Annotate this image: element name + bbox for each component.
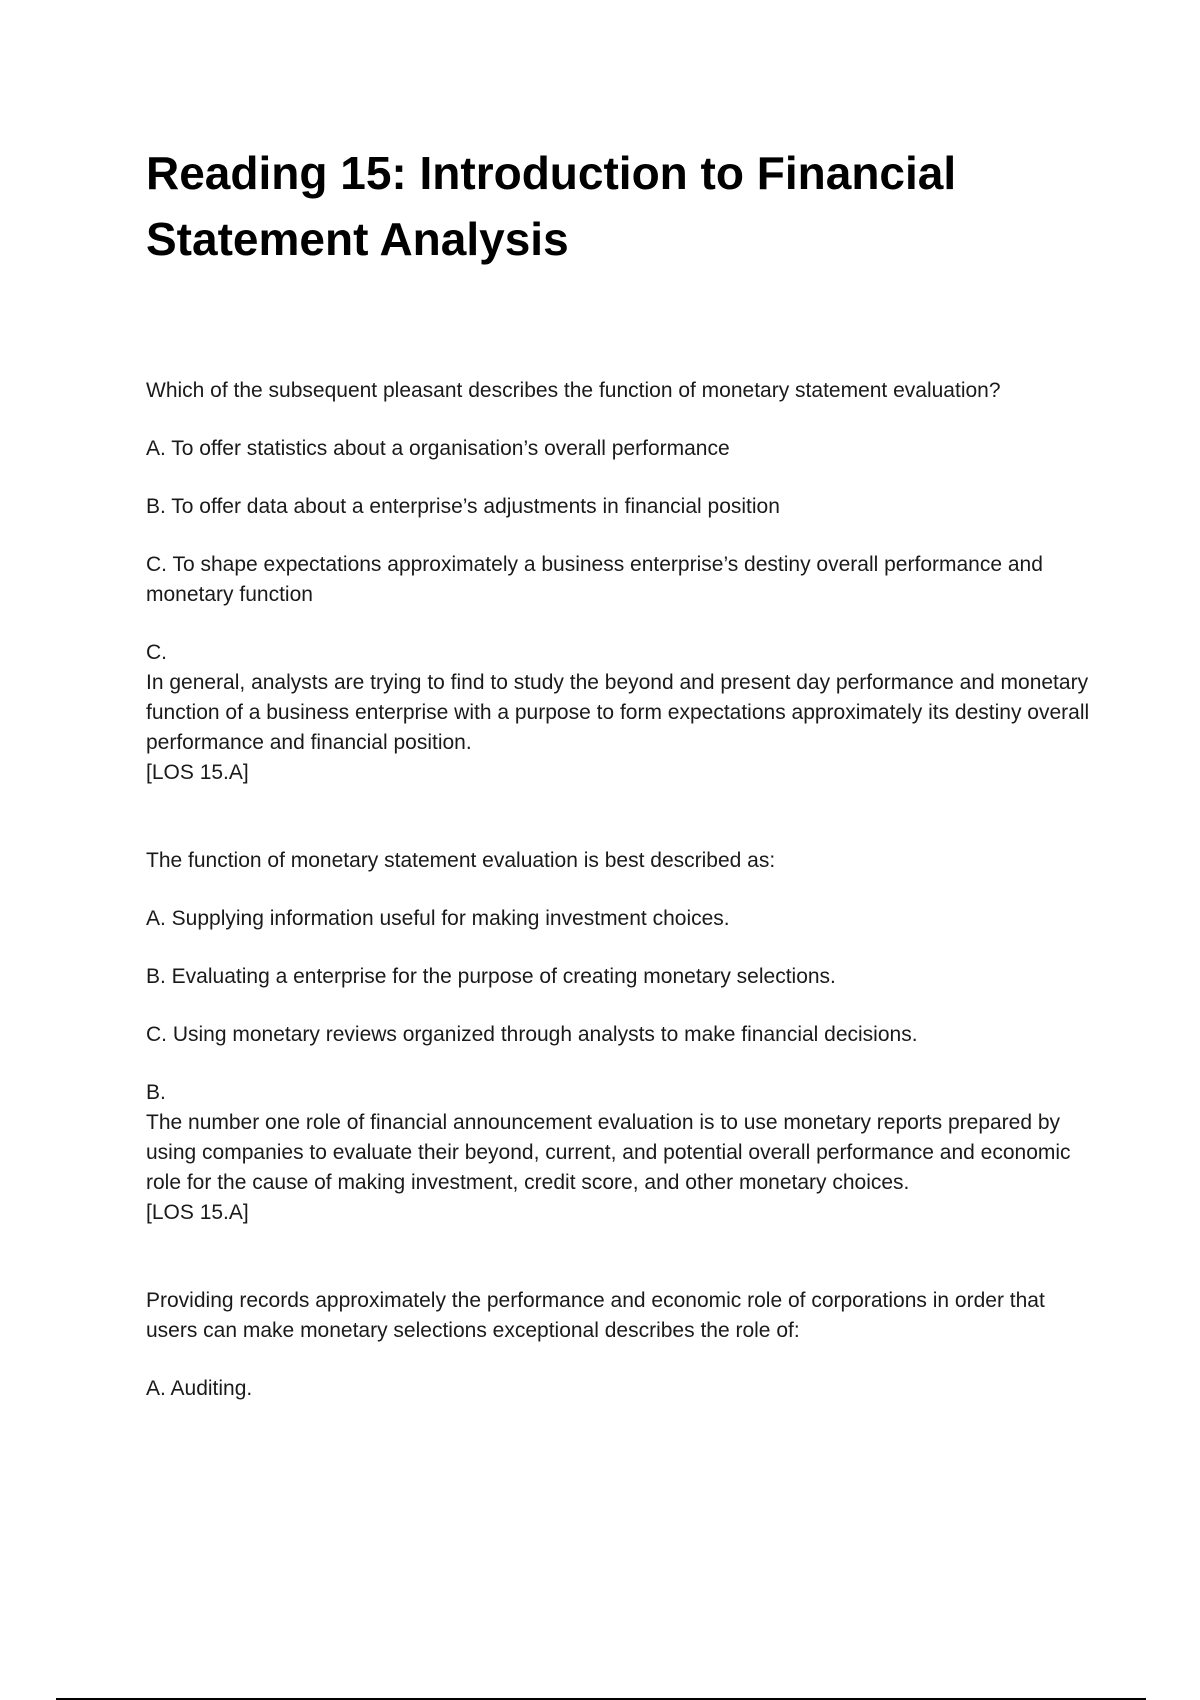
question-2-option-b: B. Evaluating a enterprise for the purpose of creating monetary selections. [146, 965, 836, 988]
question-2-answer [146, 1078, 1096, 1228]
document-page [146, 140, 1096, 1404]
question-1-option-b: B. To offer data about a enterprise’s adjustments in financial position [146, 495, 780, 518]
page-title: Reading 15: Introduction to Financial Statement Analysis [146, 147, 957, 265]
question-1-los-reference: [LOS 15.A] [146, 761, 249, 784]
question-3 [146, 1286, 1096, 1404]
question-2-explanation: The number one role of financial announcement evaluation is to use monetary reports prepared by using companies to evaluate their beyond, current, and potential overall performance and economic role for the cause of making investment, credit score, and other monetary choices. [146, 1111, 1071, 1194]
question-1-option-c: C. To shape expectations approximately a business enterprise’s destiny overall performance and monetary function [146, 553, 1043, 606]
question-3-prompt: Providing records approximately the performance and economic role of corporations in order that users can make monetary selections exceptional describes the role of: [146, 1289, 1045, 1342]
question-1-option-a: A. To offer statistics about a organisation’s overall performance [146, 437, 730, 460]
question-2-option-a: A. Supplying information useful for making investment choices. [146, 907, 730, 930]
question-2-los-reference: [LOS 15.A] [146, 1201, 249, 1224]
question-1-answer [146, 638, 1096, 788]
question-1-explanation: In general, analysts are trying to find to study the beyond and present day performance and monetary function of a business enterprise with a purpose to form expectations approximately its destiny overall performance and financial position. [146, 671, 1090, 754]
question-2-option-c: C. Using monetary reviews organized through analysts to make financial decisions. [146, 1023, 918, 1046]
question-2-answer-letter: B. [146, 1081, 166, 1104]
question-1-prompt: Which of the subsequent pleasant describes the function of monetary statement evaluation? [146, 379, 1001, 402]
question-1-answer-letter: C. [146, 641, 167, 664]
question-2-prompt: The function of monetary statement evaluation is best described as: [146, 849, 776, 872]
question-1 [146, 376, 1096, 788]
question-3-option-a: A. Auditing. [146, 1377, 253, 1400]
question-2 [146, 846, 1096, 1228]
